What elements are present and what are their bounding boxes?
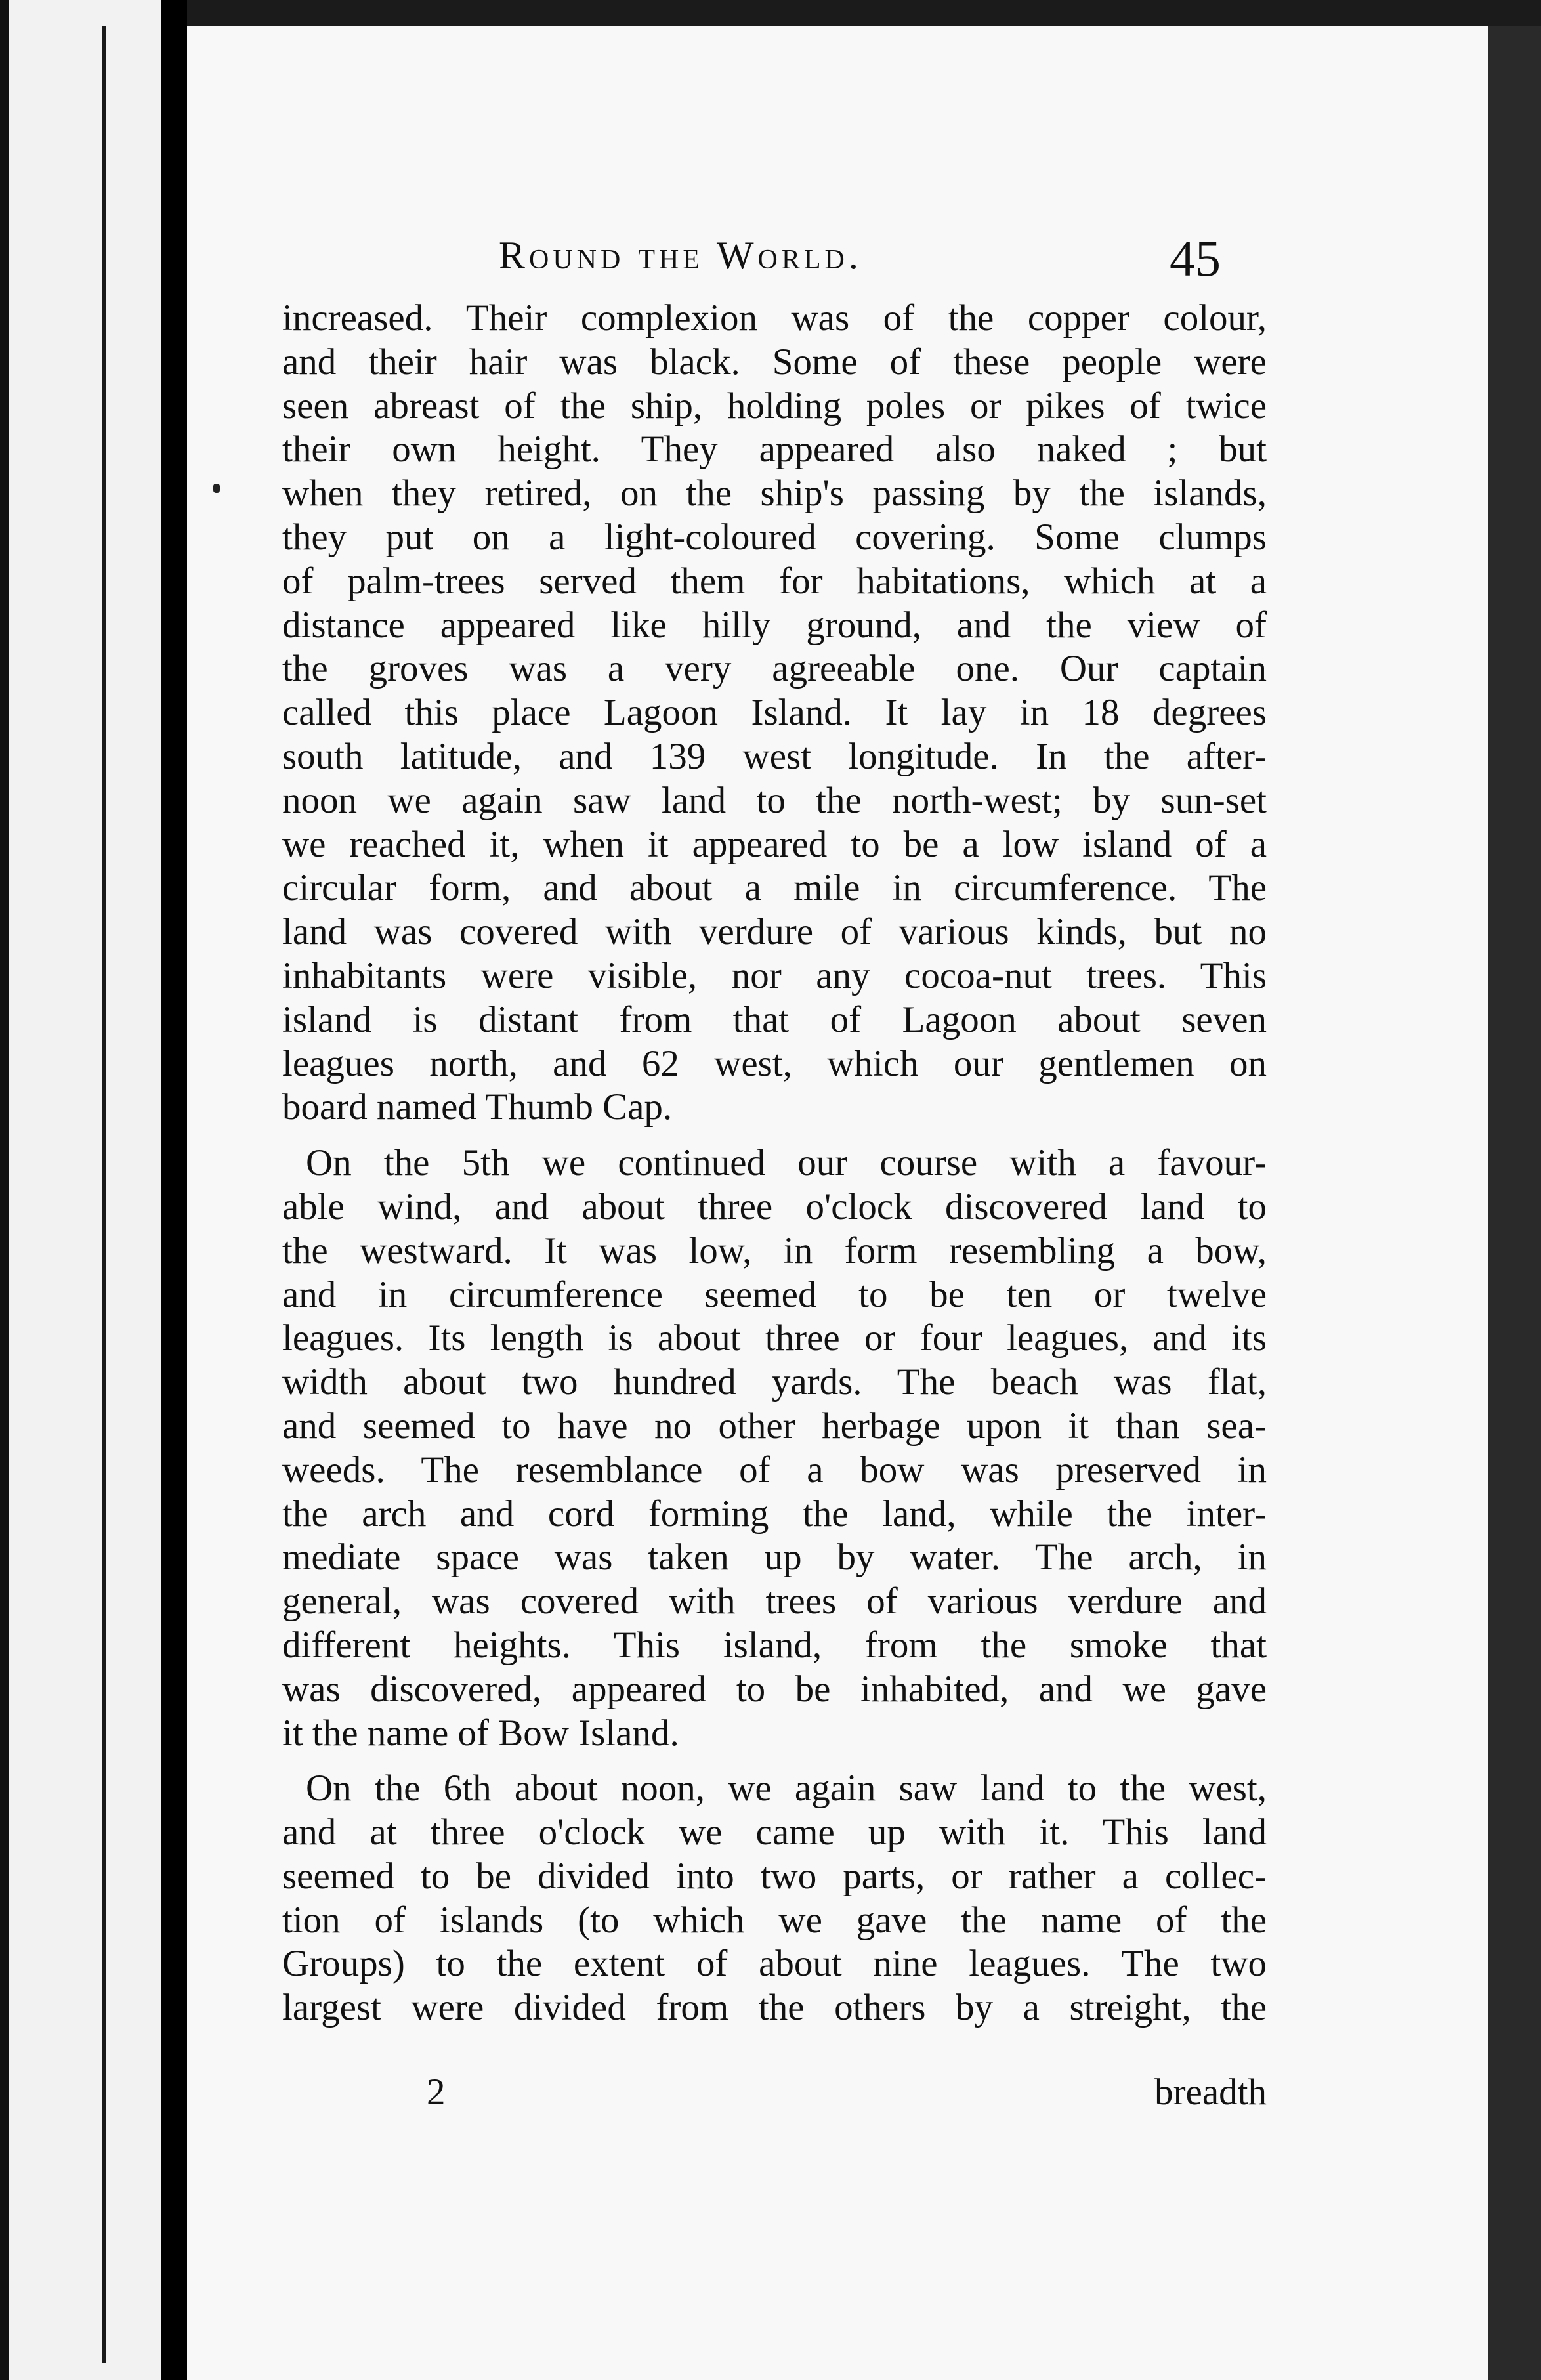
text-line: called this place Lagoon Island. It lay in 18 degrees xyxy=(282,692,1267,734)
page-number: 45 xyxy=(1170,230,1221,287)
text-line: south latitude, and 139 west longitude. In the after- xyxy=(282,735,1267,777)
scan-border-top xyxy=(187,0,1541,26)
text-line: and their hair was black. Some of these people were xyxy=(282,341,1267,383)
text-line: land was covered with verdure of various kinds, but no xyxy=(282,911,1267,953)
text-line: inhabitants were visible, nor any cocoa-nut trees. This xyxy=(282,954,1267,996)
text-line: leagues north, and 62 west, which our gentlemen on xyxy=(282,1042,1267,1084)
text-line: when they retired, on the ship's passing by the islands, xyxy=(282,473,1267,515)
running-title: Round the World. xyxy=(499,234,862,277)
text-line: different heights. This island, from the smoke that xyxy=(282,1624,1267,1666)
text-line: and in circumference seemed to be ten or twelve xyxy=(282,1273,1267,1315)
text-line: general, was covered with trees of various verdure and xyxy=(282,1581,1267,1623)
text-line: seen abreast of the ship, holding poles or pikes of twice xyxy=(282,385,1267,427)
text-line: they put on a light-coloured covering. Some clumps xyxy=(282,516,1267,558)
text-line: the groves was a very agreeable one. Our captain xyxy=(282,648,1267,690)
text-line: circular form, and about a mile in circumference. The xyxy=(282,867,1267,909)
text-line: we reached it, when it appeared to be a low island of a xyxy=(282,823,1267,865)
facing-page-rule xyxy=(102,26,106,2363)
signature-mark: 2 xyxy=(427,2072,446,2113)
text-line: tion of islands (to which we gave the name of the xyxy=(282,1899,1267,1941)
paragraph xyxy=(282,1141,1267,1755)
text-line: On the 6th about noon, we again saw land to the west, xyxy=(306,1768,1267,1810)
text-line: the westward. It was low, in form resembling a bow, xyxy=(282,1229,1267,1271)
text-line: width about two hundred yards. The beach was flat, xyxy=(282,1361,1267,1403)
text-line: board named Thumb Cap. xyxy=(282,1086,673,1128)
text-line: seemed to be divided into two parts, or rather a collec- xyxy=(282,1855,1267,1897)
text-line: the arch and cord forming the land, while the inter- xyxy=(282,1493,1267,1535)
facing-page-edge xyxy=(0,0,161,2380)
text-line: able wind, and about three o'clock discovered land to xyxy=(282,1185,1267,1227)
paragraph xyxy=(282,1767,1267,2030)
text-line: and seemed to have no other herbage upon it than sea- xyxy=(282,1405,1267,1447)
text-line: of palm-trees served them for habitations, which at a xyxy=(282,560,1267,602)
text-line: Groups) to the extent of about nine leagues. The two xyxy=(282,1943,1267,1985)
page-footer xyxy=(282,2071,1267,2117)
text-line: weeds. The resemblance of a bow was preserved in xyxy=(282,1449,1267,1491)
text-line: mediate space was taken up by water. The arch, in xyxy=(282,1537,1267,1579)
text-line: On the 5th we continued our course with a favour- xyxy=(306,1142,1267,1184)
text-line: largest were divided from the others by a streight, the xyxy=(282,1987,1267,2029)
text-line: it the name of Bow Island. xyxy=(282,1712,679,1754)
text-line: island is distant from that of Lagoon about seven xyxy=(282,998,1267,1040)
paragraph-gap xyxy=(282,1130,1267,1141)
page-body xyxy=(282,297,1267,2030)
text-line: their own height. They appeared also naked ; but xyxy=(282,429,1267,471)
text-line: was discovered, appeared to be inhabited, and we gave xyxy=(282,1668,1267,1710)
paragraph-gap xyxy=(282,1755,1267,1767)
ink-speck xyxy=(213,484,220,493)
book-gutter xyxy=(161,0,187,2380)
text-line: noon we again saw land to the north-west; by sun-set xyxy=(282,779,1267,821)
paragraph xyxy=(282,297,1267,1130)
page-header xyxy=(302,230,1221,305)
text-line: and at three o'clock we came up with it. This land xyxy=(282,1812,1267,1854)
catchword: breadth xyxy=(1154,2072,1267,2113)
scan-border-left xyxy=(0,0,9,2380)
text-line: distance appeared like hilly ground, and the view of xyxy=(282,604,1267,646)
text-line: leagues. Its length is about three or four leagues, and its xyxy=(282,1317,1267,1359)
text-line: increased. Their complexion was of the copper colour, xyxy=(282,297,1267,339)
scan-border-right xyxy=(1488,26,1541,2380)
